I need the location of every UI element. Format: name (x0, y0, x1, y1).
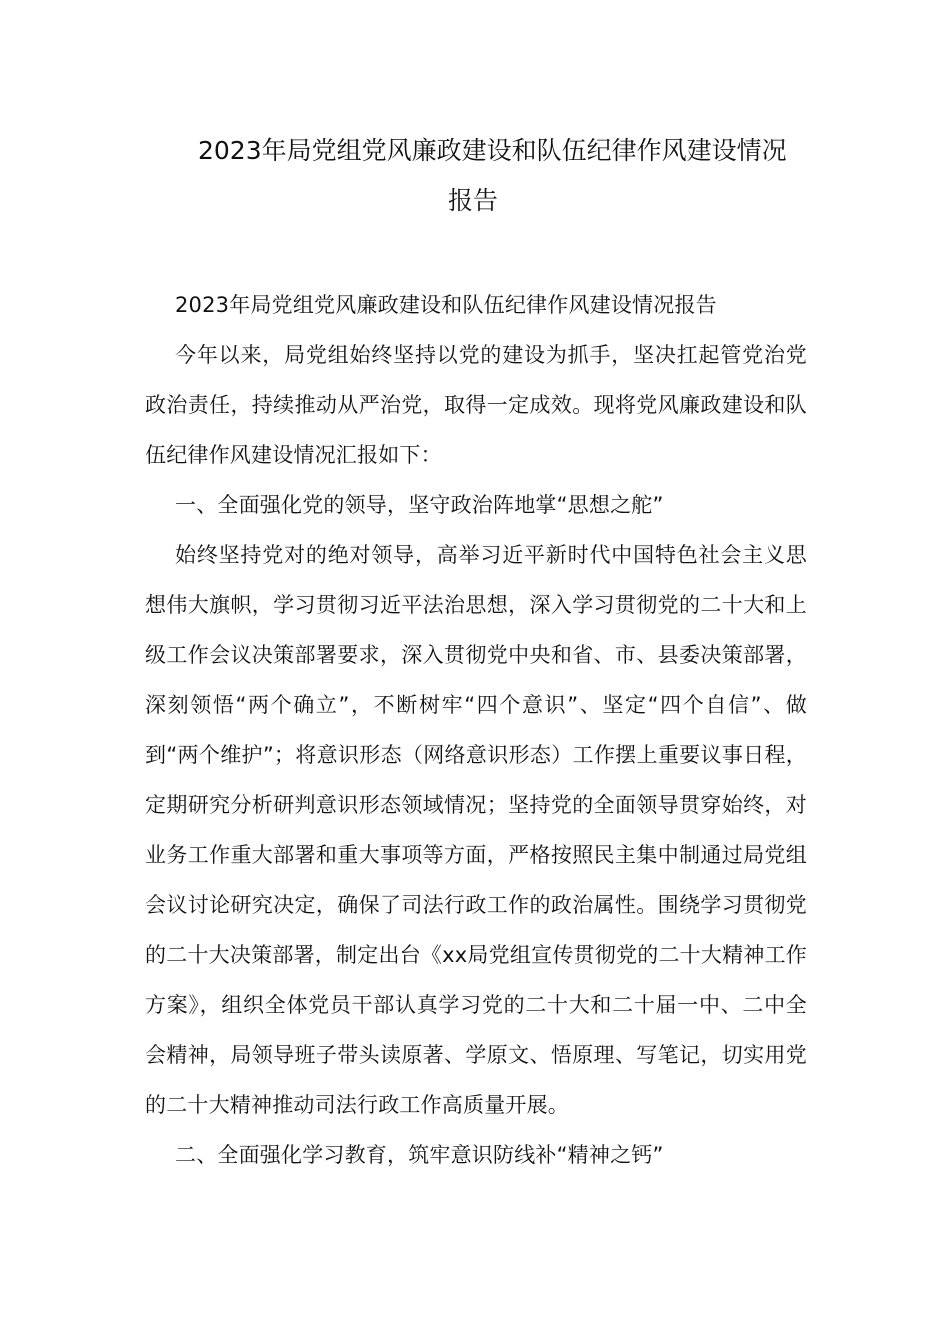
document-title-line-1: 2023年局党组党风廉政建设和队伍纪律作风建设情况 (198, 136, 787, 165)
section-1-body-paragraph: 始终坚持党对的绝对领导，高举习近平新时代中国特色社会主义思想伟大旗帜，学习贯彻习近平法治思想，深入学习贯彻党的二十大和上级工作会议决策部署要求，深入贯彻党中央和省、市、县委决策部署，深刻领悟“两个确立”，不断树牢“四个意识”、坚定“四个自信”、做到“两个维护”；将意识形态（网络意识形态）工作摆上重要议事日程，定期研究分析研判意识形态领域情况；坚持党的全面领导贯穿始终，对业务工作重大部署和重大事项等方面，严格按照民主集中制通过局党组会议讨论研究决定，确保了司法行政工作的政治属性。围绕学习贯彻党的二十大决策部署，制定出台《xx局党组宣传贯彻党的二十大精神工作方案》，组织全体党员干部认真学习党的二十大和二十届一中、二中全会精神，局领导班子带头读原著、学原文、悟原理、写笔记，切实用党的二十大精神推动司法行政工作高质量开展。 (145, 543, 807, 1117)
intro-paragraph: 今年以来，局党组始终坚持以党的建设为抓手，坚决扛起管党治党政治责任，持续推动从严治党，取得一定成效。现将党风廉政建设和队伍纪律作风建设情况汇报如下： (145, 343, 807, 467)
section-heading-1: 一、全面强化党的领导，坚守政治阵地掌“思想之舵” (175, 493, 664, 517)
document-body (145, 280, 807, 1180)
section-heading-2: 二、全面强化学习教育，筑牢意识防线补“精神之钙” (175, 1143, 664, 1167)
report-subtitle-paragraph: 2023年局党组党风廉政建设和队伍纪律作风建设情况报告 (175, 293, 717, 317)
document-title-line-2: 报告 (448, 186, 499, 215)
